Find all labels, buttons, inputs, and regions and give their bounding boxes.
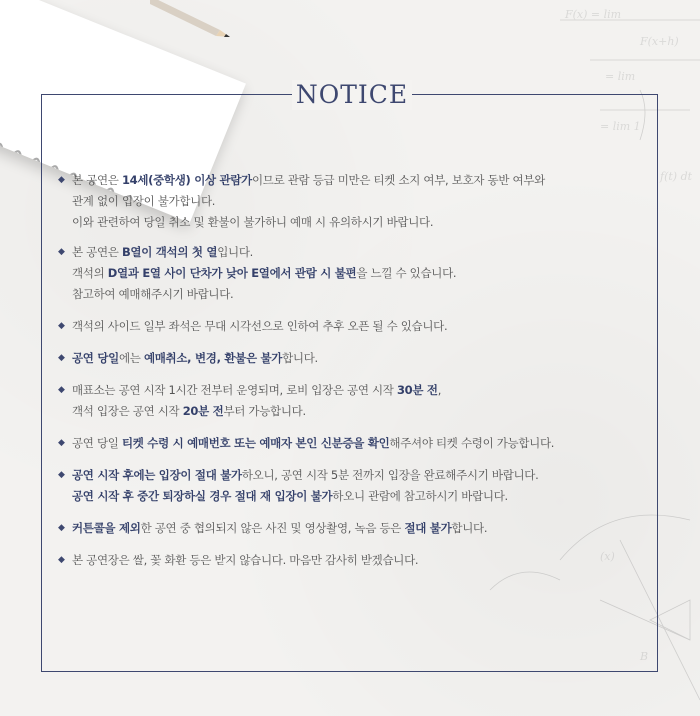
- notice-line: [72, 380, 658, 401]
- notice-line: [72, 242, 658, 263]
- diamond-bullet-icon: ◆: [58, 385, 65, 395]
- notice-item: [58, 433, 658, 454]
- pencil-icon: [150, 0, 240, 42]
- diamond-bullet-icon: ◆: [58, 555, 65, 565]
- notice-list: [58, 170, 658, 571]
- notice-line: [72, 518, 658, 539]
- text-span: 이므로 관람 등급 미만은 티켓 소지 여부, 보호자 동반 여부와: [251, 173, 545, 187]
- diamond-bullet-icon: ◆: [58, 321, 65, 331]
- svg-text:= lim: = lim: [605, 70, 636, 83]
- highlight-text: 티켓 수령 시 예매번호 또는 예매자 본인 신분증을 확인: [121, 436, 390, 450]
- text-span: 합니다.: [451, 521, 488, 535]
- notice-line: 본 공연장은 쌀, 꽃 화환 등은 받지 않습니다. 마음만 감사히 받겠습니다.: [72, 553, 419, 567]
- notice-title: NOTICE: [292, 80, 412, 110]
- notice-item: [58, 518, 658, 539]
- text-span: 을 느낄 수 있습니다.: [356, 266, 457, 280]
- diamond-bullet-icon: ◆: [58, 523, 65, 533]
- diamond-bullet-icon: ◆: [58, 353, 65, 363]
- highlight-text: 절대 불가: [404, 521, 452, 535]
- highlight-text: 14세(중학생) 이상 관람가: [121, 173, 252, 187]
- diamond-bullet-icon: ◆: [58, 438, 65, 448]
- highlight-text: 공연 시작 후 중간 퇴장하실 경우 절대 재 입장이 불가: [72, 489, 333, 503]
- notice-item: [58, 316, 658, 337]
- text-span: 에는: [118, 351, 144, 365]
- notice-line: 이와 관련하여 당일 취소 및 환불이 불가하니 예매 시 유의하시기 바랍니다.: [72, 215, 434, 229]
- svg-text:(x): (x): [600, 550, 615, 563]
- notice-line: 객석의 사이드 일부 좌석은 무대 시각선으로 인하여 추후 오픈 될 수 있습니다.: [72, 319, 448, 333]
- highlight-text: B열이 객석의 첫 열: [121, 245, 218, 259]
- text-span: 매표소는 공연 시작 1시간 전부터 운영되며, 로비 입장은 공연 시작: [72, 383, 397, 397]
- notice-item: [58, 170, 658, 233]
- highlight-text: 커튼콜을 제외: [72, 521, 141, 535]
- notice-line: 관계 없이 입장이 불가합니다.: [72, 194, 216, 208]
- notice-line: 참고하여 예매해주시기 바랍니다.: [72, 287, 234, 301]
- svg-text:f(t) dt: f(t) dt: [660, 170, 693, 183]
- text-span: 본 공연은: [72, 245, 122, 259]
- svg-text:F(x) = lim: F(x) = lim: [565, 8, 622, 21]
- diamond-bullet-icon: ◆: [58, 470, 65, 480]
- highlight-text: 공연 시작 후에는 입장이 절대 불가: [72, 468, 242, 482]
- notice-item: [58, 550, 658, 571]
- svg-text:= lim 1: = lim 1: [600, 120, 641, 133]
- text-span: 공연 당일: [72, 436, 122, 450]
- text-span: 합니다.: [282, 351, 318, 365]
- text-span: ,: [437, 383, 442, 397]
- notice-item: [58, 380, 658, 422]
- notice-line: [72, 401, 658, 422]
- text-span: 해주셔야 티켓 수령이 가능합니다.: [389, 436, 555, 450]
- notice-item: [58, 242, 658, 305]
- text-span: 본 공연은: [72, 173, 122, 187]
- text-span: 한 공연 중 협의되지 않은 사진 및 영상촬영, 녹음 등은: [140, 521, 405, 535]
- notice-line: [72, 170, 658, 191]
- highlight-text: 20분 전: [182, 404, 224, 418]
- highlight-text: 예매취소, 변경, 환불은 불가: [143, 351, 283, 365]
- notice-item: [58, 348, 658, 369]
- notice-line: [72, 465, 658, 486]
- text-span: 입니다.: [217, 245, 253, 259]
- svg-text:B: B: [640, 650, 649, 663]
- highlight-text: 30분 전: [396, 383, 438, 397]
- notice-line: [72, 348, 658, 369]
- highlight-text: D열과 E열 사이 단차가 낮아 E열에서 관람 시 불편: [107, 266, 357, 280]
- text-span: 부터 가능합니다.: [223, 404, 306, 418]
- notice-line: [72, 433, 658, 454]
- highlight-text: 공연 당일: [72, 351, 119, 365]
- text-span: 객석 입장은 공연 시작: [72, 404, 183, 418]
- notice-line: [72, 486, 658, 507]
- notice-line: [72, 263, 658, 284]
- svg-text:F(x+h): F(x+h): [640, 35, 679, 48]
- text-span: 객석의: [72, 266, 108, 280]
- diamond-bullet-icon: ◆: [58, 247, 65, 257]
- diamond-bullet-icon: ◆: [58, 175, 65, 185]
- notice-item: [58, 465, 658, 507]
- text-span: 하오니, 공연 시작 5분 전까지 입장을 완료해주시기 바랍니다.: [241, 468, 539, 482]
- text-span: 하오니 관람에 참고하시기 바랍니다.: [332, 489, 508, 503]
